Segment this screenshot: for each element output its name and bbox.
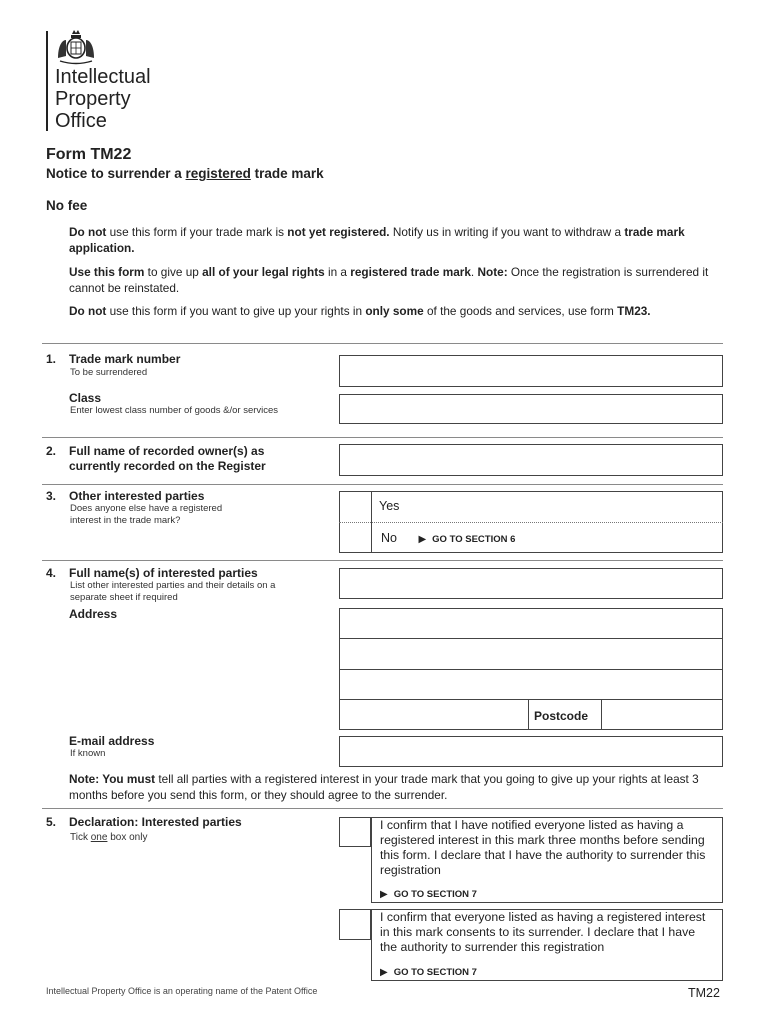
text-run: trade mark application. bbox=[69, 225, 685, 255]
surrender-note bbox=[69, 771, 729, 803]
declaration-option-1-goto: ▶ GO TO SECTION 7 bbox=[380, 889, 477, 900]
section-5-number: 5. bbox=[46, 815, 57, 829]
intro-paragraph-3 bbox=[69, 303, 709, 319]
footer-note: Intellectual Property Office is an operating name of the Patent Office bbox=[46, 986, 318, 996]
text-run: tell all parties with a registered interest in your trade mark that you going to give up your rights at least 3 months before you send this form, or they should agree to the surrender. bbox=[69, 772, 699, 802]
text-run: use this form if you want to give up your rights in bbox=[106, 304, 366, 318]
email-hint: If known bbox=[70, 748, 106, 759]
section-5-title: Declaration: Interested parties bbox=[69, 815, 242, 829]
class-title: Class bbox=[69, 391, 102, 405]
text-run: Notify us in writing if you want to withdraw a bbox=[389, 225, 625, 239]
text-run: use this form if your trade mark is bbox=[106, 225, 288, 239]
text-run: only some bbox=[365, 304, 424, 318]
class-input[interactable] bbox=[339, 394, 723, 424]
postcode-input[interactable] bbox=[601, 700, 723, 729]
arrow-right-icon: ▶ bbox=[380, 967, 388, 978]
text-run: registered trade mark bbox=[350, 265, 471, 279]
divider bbox=[42, 437, 723, 438]
form-subtitle: Notice to surrender a registered trade mark bbox=[46, 166, 324, 181]
text-run: Do not bbox=[69, 225, 107, 239]
interested-parties-divider-h bbox=[339, 522, 723, 523]
org-name: Intellectual Property Office bbox=[55, 66, 151, 132]
divider bbox=[42, 808, 723, 809]
intro-paragraph-1 bbox=[69, 224, 709, 256]
text-run: TM23. bbox=[617, 304, 651, 318]
arrow-right-icon: ▶ bbox=[418, 534, 427, 545]
form-title: Form TM22 bbox=[46, 146, 132, 163]
arrow-right-icon: ▶ bbox=[380, 889, 388, 900]
declaration-option-2-text: I confirm that everyone listed as having a registered interest in this mark consents to its surrender. I declare that I have the authority to surrender this registration bbox=[380, 910, 706, 954]
text-run: not yet registered. bbox=[287, 225, 390, 239]
trade-mark-number-input[interactable] bbox=[339, 355, 723, 387]
address-line-1[interactable] bbox=[340, 609, 722, 639]
text-run: Do not bbox=[69, 304, 107, 318]
section-3-number: 3. bbox=[46, 489, 57, 503]
logo-rule bbox=[46, 31, 48, 131]
text-run: Note: You must bbox=[69, 772, 156, 786]
text-run: to give up bbox=[144, 265, 203, 279]
divider bbox=[42, 560, 723, 561]
text-run: in a bbox=[324, 265, 351, 279]
yes-label: Yes bbox=[379, 499, 400, 513]
section-4-hint: List other interested parties and their details on a separate sheet if required bbox=[70, 580, 276, 603]
section-2-title: Full name of recorded owner(s) as currently recorded on the Register bbox=[69, 444, 266, 473]
text-run: Note: bbox=[477, 265, 508, 279]
section-2-number: 2. bbox=[46, 444, 57, 458]
form-code: TM22 bbox=[688, 986, 720, 1000]
owner-name-input[interactable] bbox=[339, 444, 723, 476]
section-3-hint: Does anyone else have a registered interest in the trade mark? bbox=[70, 503, 223, 526]
text-run: of the goods and services, use form bbox=[423, 304, 618, 318]
no-checkbox[interactable] bbox=[340, 523, 371, 552]
fee-heading: No fee bbox=[46, 198, 88, 213]
address-line-4[interactable] bbox=[340, 700, 529, 729]
address-line-2[interactable] bbox=[340, 639, 722, 670]
section-1-title: Trade mark number bbox=[69, 352, 181, 366]
section-5-hint: Tick one box only bbox=[70, 832, 148, 843]
text-run: Use this form bbox=[69, 265, 145, 279]
section-4-title: Full name(s) of interested parties bbox=[69, 566, 258, 580]
declaration-option-1-text: I confirm that I have notified everyone listed as having a registered interest in this mark three months before sending this form. I declare that I have the authority to surrender this registration bbox=[380, 818, 706, 877]
text-run: . bbox=[470, 265, 478, 279]
section-4-number: 4. bbox=[46, 566, 57, 580]
no-label: No ▶ GO TO SECTION 6 bbox=[381, 531, 516, 545]
address-label: Address bbox=[69, 607, 118, 621]
email-input[interactable] bbox=[339, 736, 723, 767]
section-3-title: Other interested parties bbox=[69, 489, 205, 503]
address-line-3[interactable] bbox=[340, 670, 722, 700]
text-run: Once the registration is surrendered it cannot be reinstated. bbox=[69, 265, 709, 295]
intro-paragraph-2 bbox=[69, 264, 709, 296]
declaration-option-2-goto: ▶ GO TO SECTION 7 bbox=[380, 967, 477, 978]
class-hint: Enter lowest class number of goods &/or services bbox=[70, 405, 279, 416]
declaration-option-1-checkbox[interactable] bbox=[339, 817, 371, 847]
royal-crest-logo bbox=[52, 28, 100, 68]
email-label: E-mail address bbox=[69, 734, 155, 748]
interested-party-name-input[interactable] bbox=[339, 568, 723, 599]
divider bbox=[42, 343, 723, 344]
section-1-hint: To be surrendered bbox=[70, 367, 148, 378]
section-1-number: 1. bbox=[46, 352, 57, 366]
declaration-option-2-checkbox[interactable] bbox=[339, 909, 371, 940]
postcode-label: Postcode bbox=[534, 709, 589, 723]
text-run: all of your legal rights bbox=[202, 265, 325, 279]
yes-checkbox[interactable] bbox=[340, 492, 371, 522]
divider bbox=[42, 484, 723, 485]
